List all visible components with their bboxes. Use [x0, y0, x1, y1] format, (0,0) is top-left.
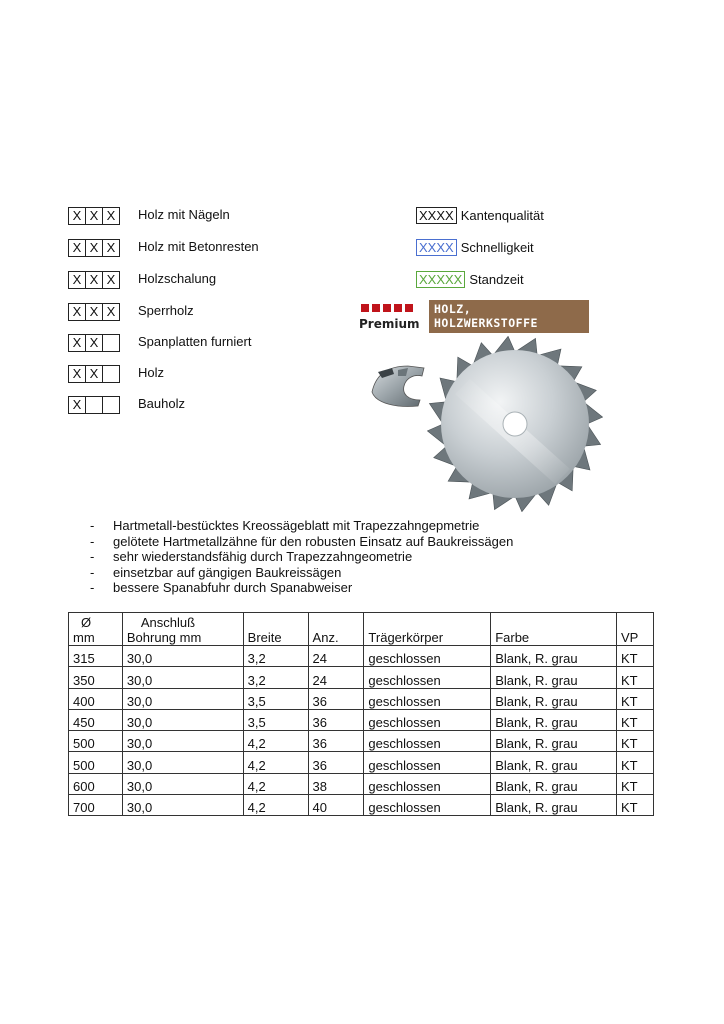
cell-vp: KT [617, 752, 654, 773]
list-item: - Hartmetall-bestücktes Kreossägeblatt mit Trapezzahngepmetrie [90, 518, 480, 533]
red-square-icon [394, 304, 402, 312]
cell-breite: 4,2 [243, 752, 308, 773]
red-square-icon [383, 304, 391, 312]
premium-rating-squares [361, 304, 413, 312]
rating-mark: X [85, 303, 103, 321]
cell-vp: KT [617, 773, 654, 794]
header-vp: VP [617, 613, 654, 646]
cell-anz: 36 [308, 688, 364, 709]
rating-marks [68, 365, 122, 381]
cell-breite: 3,2 [243, 667, 308, 688]
table-header-row [69, 613, 654, 646]
cell-diameter: 600 [69, 773, 123, 794]
cell-farbe: Blank, R. grau [491, 688, 617, 709]
feature-text: bessere Spanabfuhr durch Spanabweiser [113, 580, 353, 596]
cell-vp: KT [617, 667, 654, 688]
bohrung-label: Bohrung mm [126, 630, 202, 645]
rating-mark: X [102, 271, 120, 289]
cell-bohrung: 30,0 [122, 667, 243, 688]
rating-mark: X [68, 239, 86, 257]
cell-bohrung: 30,0 [122, 709, 243, 730]
feature-list [90, 518, 513, 596]
cell-vp: KT [617, 646, 654, 667]
premium-badge [347, 300, 429, 333]
cell-anz: 24 [308, 667, 364, 688]
rating-label: Holz mit Nägeln [138, 207, 230, 222]
feature-text: sehr wiederstandsfähig durch Trapezzahngeometrie [113, 549, 413, 565]
table-row [69, 773, 654, 794]
category-line: HOLZWERKSTOFFE [434, 316, 538, 330]
cell-farbe: Blank, R. grau [491, 709, 617, 730]
cell-traeger: geschlossen [364, 795, 491, 816]
cell-traeger: geschlossen [364, 731, 491, 752]
cell-diameter: 500 [69, 752, 123, 773]
rating-marks [68, 303, 122, 319]
rating-row [68, 333, 252, 351]
red-square-icon [372, 304, 380, 312]
cell-bohrung: 30,0 [122, 773, 243, 794]
header-diameter [69, 613, 123, 646]
quality-row [416, 238, 534, 256]
cell-traeger: geschlossen [364, 688, 491, 709]
category-line: HOLZ, [434, 302, 472, 316]
rating-mark [85, 396, 103, 414]
rating-label: Bauholz [138, 396, 185, 411]
cell-farbe: Blank, R. grau [491, 667, 617, 688]
header-farbe: Farbe [491, 613, 617, 646]
cell-breite: 3,5 [243, 688, 308, 709]
rating-mark [102, 396, 120, 414]
header-bohrung [122, 613, 243, 646]
diameter-symbol: Ø [81, 615, 92, 630]
rating-row [68, 238, 259, 256]
cell-anz: 40 [308, 795, 364, 816]
cell-anz: 36 [308, 731, 364, 752]
rating-marks [68, 207, 122, 223]
feature-text: gelötete Hartmetallzähne für den robusten Einsatz auf Baukreissägen [113, 533, 514, 549]
rating-mark: X [85, 271, 103, 289]
cell-vp: KT [617, 709, 654, 730]
cell-traeger: geschlossen [364, 709, 491, 730]
rating-marks [68, 396, 122, 412]
tooth-detail-image [368, 362, 428, 408]
rating-mark [102, 334, 120, 352]
cell-bohrung: 30,0 [122, 795, 243, 816]
list-item: - einsetzbar auf gängigen Baukreissägen [90, 564, 342, 580]
rating-mark: X [85, 334, 103, 352]
table-row [69, 667, 654, 688]
table-row [69, 709, 654, 730]
cell-traeger: geschlossen [364, 667, 491, 688]
table-row [69, 688, 654, 709]
cell-traeger: geschlossen [364, 646, 491, 667]
rating-mark: X [85, 365, 103, 383]
cell-breite: 3,5 [243, 709, 308, 730]
cell-anz: 36 [308, 709, 364, 730]
rating-row [68, 395, 185, 413]
header-breite: Breite [243, 613, 308, 646]
rating-mark [102, 365, 120, 383]
cell-traeger: geschlossen [364, 752, 491, 773]
cell-anz: 24 [308, 646, 364, 667]
feature-text: Hartmetall-bestücktes Kreossägeblatt mit Trapezzahngepmetrie [113, 518, 480, 533]
rating-row [68, 206, 230, 224]
cell-traeger: geschlossen [364, 773, 491, 794]
cell-farbe: Blank, R. grau [491, 752, 617, 773]
cell-anz: 36 [308, 752, 364, 773]
quality-label: Kantenqualität [460, 207, 544, 223]
rating-mark: X [85, 239, 103, 257]
cell-diameter: 450 [69, 709, 123, 730]
cell-bohrung: 30,0 [122, 731, 243, 752]
premium-label: Premium [359, 317, 420, 331]
table-row [69, 752, 654, 773]
rating-label: Holzschalung [138, 271, 217, 286]
header-traeger: Trägerkörper [364, 613, 491, 646]
rating-mark: X [102, 239, 120, 257]
rating-row [68, 302, 194, 320]
cell-diameter: 500 [69, 731, 123, 752]
rating-mark: X [68, 303, 86, 321]
header-anz: Anz. [308, 613, 364, 646]
cell-bohrung: 30,0 [122, 688, 243, 709]
rating-marks [68, 271, 122, 287]
cell-farbe: Blank, R. grau [491, 731, 617, 752]
list-item: - bessere Spanabfuhr durch Spanabweiser [90, 580, 353, 596]
rating-label: Sperrholz [138, 303, 194, 318]
diameter-unit: mm [73, 630, 95, 645]
rating-label: Holz [138, 365, 165, 380]
red-square-icon [405, 304, 413, 312]
rating-marks [68, 239, 122, 255]
cell-vp: KT [617, 731, 654, 752]
cell-anz: 38 [308, 773, 364, 794]
cell-breite: 4,2 [243, 795, 308, 816]
spec-table [68, 612, 654, 816]
table-row [69, 731, 654, 752]
cell-farbe: Blank, R. grau [491, 646, 617, 667]
list-item: - gelötete Hartmetallzähne für den robusten Einsatz auf Baukreissägen [90, 533, 514, 549]
quality-label: Schnelligkeit [460, 239, 534, 255]
rating-marks [68, 334, 122, 350]
list-item: - sehr wiederstandsfähig durch Trapezzahngeometrie [90, 549, 413, 565]
table-row [69, 795, 654, 816]
quality-code: XXXX [416, 239, 457, 256]
red-square-icon [361, 304, 369, 312]
rating-mark: X [68, 271, 86, 289]
cell-diameter: 400 [69, 688, 123, 709]
cell-diameter: 350 [69, 667, 123, 688]
rating-label: Holz mit Betonresten [138, 239, 259, 254]
quality-row [416, 206, 544, 224]
cell-vp: KT [617, 688, 654, 709]
cell-farbe: Blank, R. grau [491, 795, 617, 816]
cell-farbe: Blank, R. grau [491, 773, 617, 794]
blade-bore [503, 412, 527, 436]
rating-mark: X [68, 365, 86, 383]
saw-blade-image [427, 336, 603, 512]
quality-row [416, 270, 524, 288]
anschluss-label: Anschluß [140, 615, 196, 630]
rating-mark: X [85, 207, 103, 225]
cell-bohrung: 30,0 [122, 646, 243, 667]
quality-code: XXXX [416, 207, 457, 224]
rating-mark: X [68, 207, 86, 225]
quality-label: Standzeit [469, 271, 524, 287]
rating-label: Spanplatten furniert [138, 334, 252, 349]
rating-mark: X [102, 303, 120, 321]
cell-bohrung: 30,0 [122, 752, 243, 773]
rating-row [68, 364, 165, 382]
rating-mark: X [68, 396, 86, 414]
feature-text: einsetzbar auf gängigen Baukreissägen [113, 564, 342, 580]
quality-code: XXXXX [416, 271, 465, 288]
category-label [429, 300, 589, 333]
table-body [69, 646, 654, 816]
cell-diameter: 700 [69, 795, 123, 816]
premium-banner [347, 300, 589, 333]
cell-vp: KT [617, 795, 654, 816]
cell-breite: 3,2 [243, 646, 308, 667]
cell-breite: 4,2 [243, 731, 308, 752]
table-row [69, 646, 654, 667]
cell-breite: 4,2 [243, 773, 308, 794]
rating-mark: X [68, 334, 86, 352]
cell-diameter: 315 [69, 646, 123, 667]
rating-row [68, 270, 217, 288]
rating-mark: X [102, 207, 120, 225]
